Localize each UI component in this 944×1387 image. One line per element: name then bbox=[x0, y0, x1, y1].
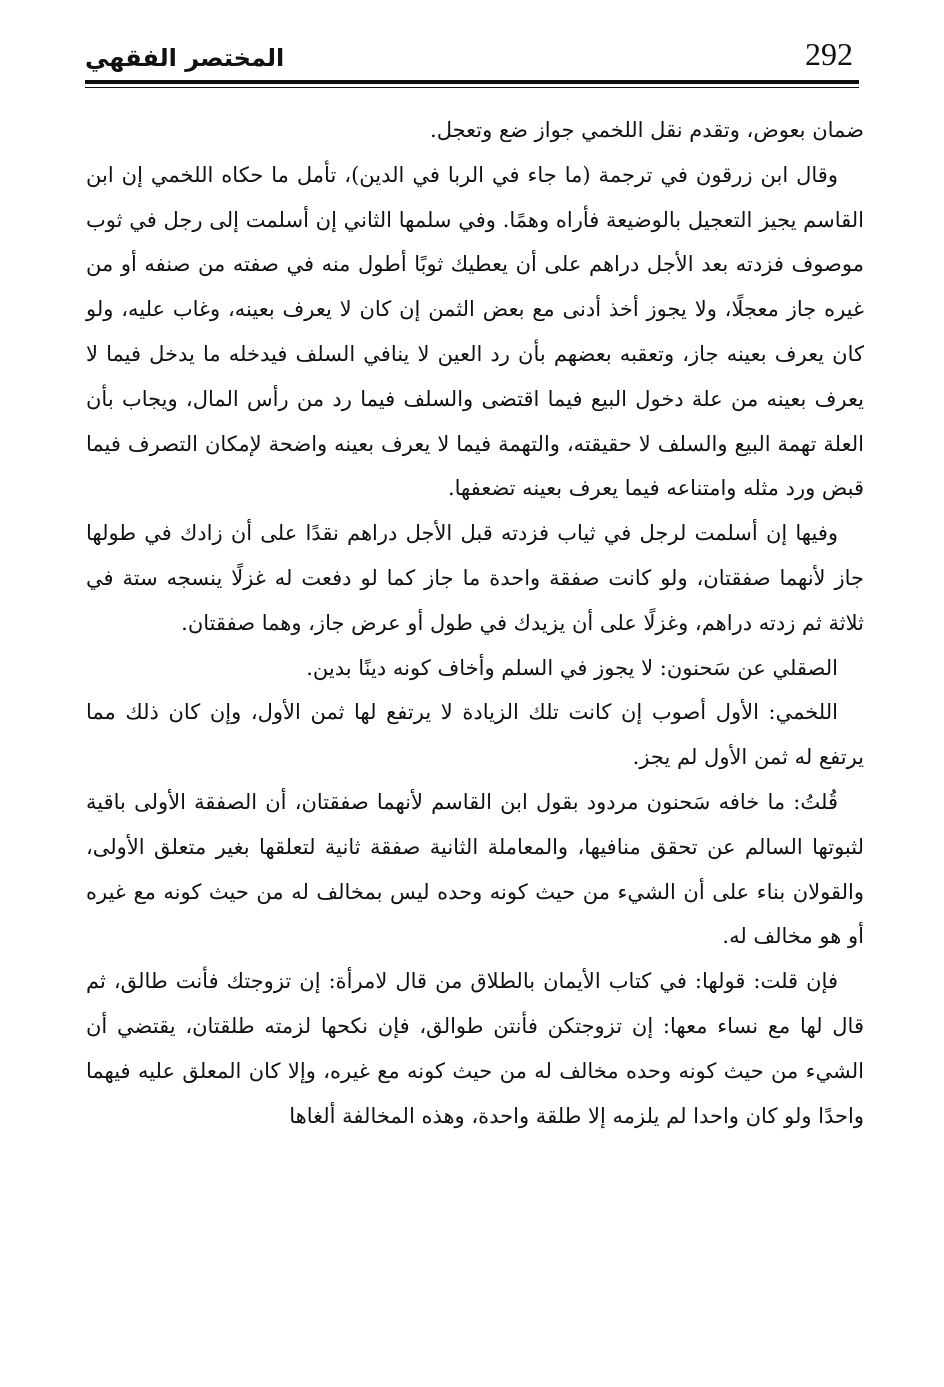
paragraph: فإن قلت: قولها: في كتاب الأيمان بالطلاق من قال لامرأة: إن تزوجتك فأنت طالق، ثم قال لها مع نساء معها: إن تزوجتكن فأنتن طوالق، فإن نكحها لزمته طلقتان، يقتضي أن الشيء من حيث كونه وحده مخالف له من حيث كونه مع غيره، وإلا كان المعلق عليه فيهما واحدًا ولو كان واحدا لم يلزمه إلا طلقة واحدة، وهذه المخالفة ألغاها bbox=[86, 969, 864, 1128]
paragraph: وقال ابن زرقون في ترجمة (ما جاء في الربا في الدين)، تأمل ما حكاه اللخمي إن ابن القاسم يجيز التعجيل بالوضيعة فأراه وهمًا. وفي سلمها الثاني إن أسلمت إلى رجل في ثوب موصوف فزدته بعد الأجل دراهم على أن يعطيك ثوبًا أطول منه في صفته من صنفه أو من غيره جاز معجلًا، ولا يجوز أخذ أدنى مع بعض الثمن إن كان لا يعرف بعينه، وغاب عليه، ولو كان يعرف بعينه جاز، وتعقبه بعضهم بأن رد العين لا ينافي السلف فيدخله ما يدخل فيما لا يعرف بعينه من علة دخول البيع فيما اقتضى والسلف فيما رد من رأس المال، ويجاب بأن العلة تهمة البيع والسلف لا حقيقته، والتهمة فيما لا يعرف بعينه واضحة لإمكان التصرف فيما قبض ورد مثله وامتناعه فيما يعرف بعينه تضعفها. bbox=[86, 162, 864, 501]
paragraph: اللخمي: الأول أصوب إن كانت تلك الزيادة لا يرتفع لها ثمن الأول، وإن كان ذلك مما يرتفع له ثمن الأول لم يجز. bbox=[86, 700, 864, 770]
paragraph: الصقلي عن سَحنون: لا يجوز في السلم وأخاف كونه دينًا بدين. bbox=[306, 655, 838, 680]
page-number: 292 bbox=[805, 36, 853, 72]
page-body bbox=[86, 108, 864, 1138]
header-rule-thin bbox=[85, 87, 859, 88]
page-header bbox=[85, 30, 859, 92]
paragraph: وفيها إن أسلمت لرجل في ثياب فزدته قبل الأجل دراهم نقدًا على أن زادك في طولها جاز لأنهما صفقتان، ولو كانت صفقة واحدة ما جاز كما لو دفعت له غزلًا ينسجه ستة في ثلاثة ثم زدته دراهم، وغزلًا على أن يزيدك في طول أو عرض جاز، وهما صفقتان. bbox=[86, 521, 864, 635]
paragraph: ضمان بعوض، وتقدم نقل اللخمي جواز ضع وتعجل. bbox=[430, 118, 864, 142]
running-title: المختصر الفقهي bbox=[85, 44, 285, 72]
paragraph: قُلتُ: ما خافه سَحنون مردود بقول ابن القاسم لأنهما صفقتان، أن الصفقة الأولى باقية لثبوتها السالم عن تحقق منافيها، والمعاملة الثانية صفقة ثانية لتعلقها بغير متعلق الأولى، والقولان بناء على أن الشيء من حيث كونه وحده ليس بمخالف له من حيث كونه مع غيره أو هو مخالف له. bbox=[86, 789, 864, 949]
header-rule-thick bbox=[85, 80, 859, 84]
